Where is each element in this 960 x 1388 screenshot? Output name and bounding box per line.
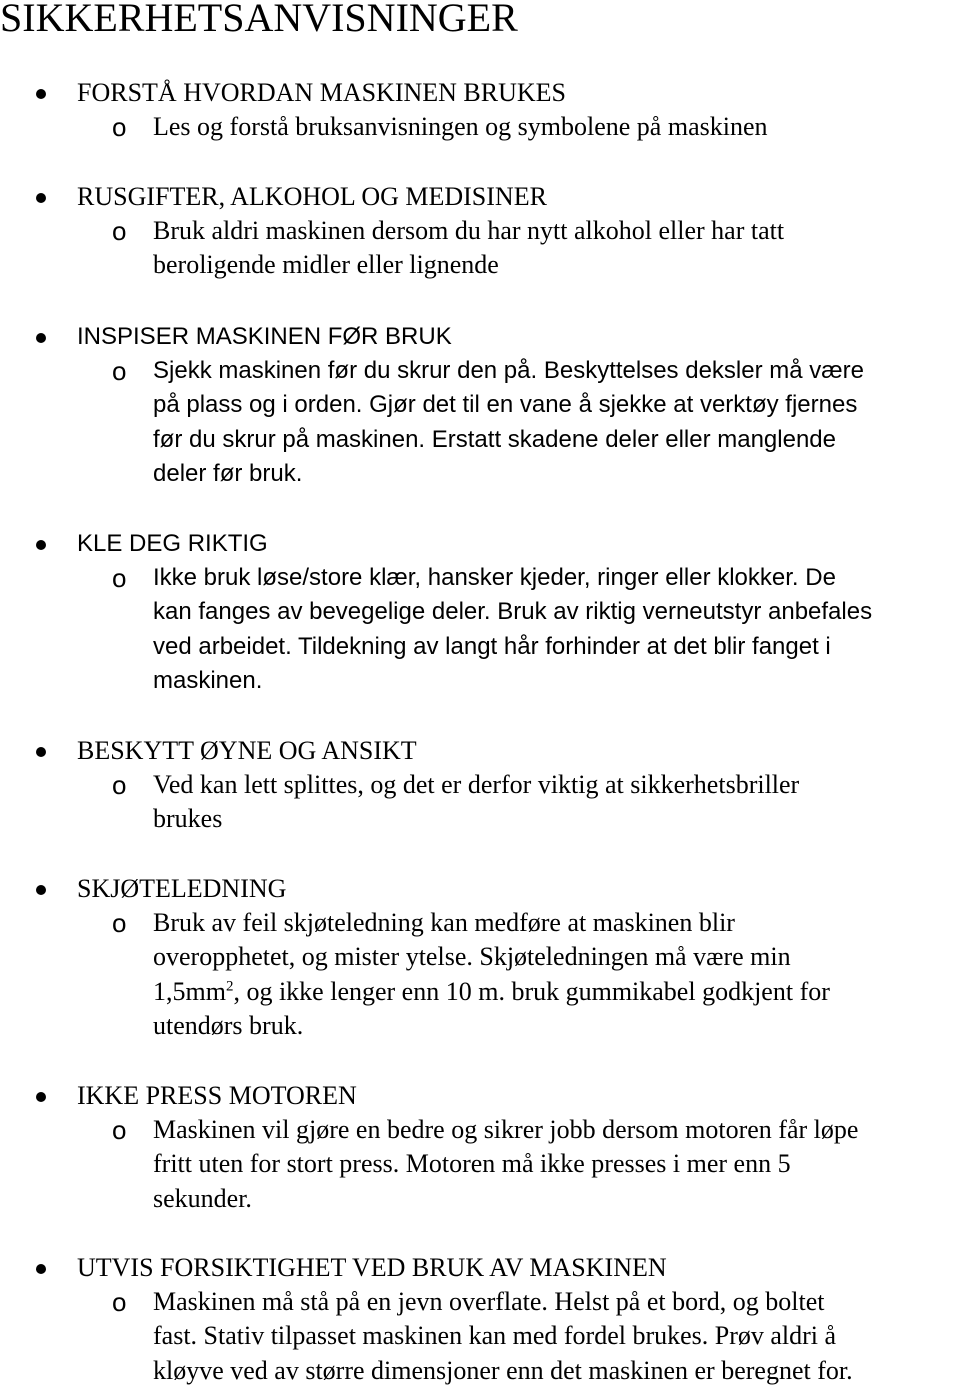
text-line: kløyve ved av større dimensjoner enn det maskinen er beregnet for. — [153, 1355, 853, 1385]
bullet-icon — [36, 540, 46, 550]
section-text — [153, 768, 958, 837]
section-heading: BESKYTT ØYNE OG ANSIKT — [77, 736, 417, 765]
text-line-with-superscript — [153, 975, 958, 1009]
text-line: deler før bruk. — [153, 460, 303, 488]
page-title: SIKKERHETSANVISNINGER — [0, 0, 518, 40]
section-heading: RUSGIFTER, ALKOHOL OG MEDISINER — [77, 182, 547, 211]
bullet-icon — [36, 193, 46, 203]
section-text — [153, 906, 958, 1044]
sub-bullet-marker: o — [112, 908, 127, 938]
text-line: kan fanges av bevegelige deler. Bruk av riktig verneutstyr anbefales — [153, 598, 873, 626]
text-line: ved arbeidet. Tildekning av langt hår forhinder at det blir fanget i — [153, 632, 831, 660]
section-heading: FORSTÅ HVORDAN MASKINEN BRUKES — [77, 78, 566, 107]
text-line: overopphetet, og mister ytelse. Skjøteledningen må være min — [153, 942, 791, 972]
text-line: før du skrur på maskinen. Erstatt skadene deler eller manglende — [153, 425, 837, 453]
sub-bullet-marker: o — [112, 563, 127, 593]
bullet-icon — [36, 1264, 46, 1274]
text-line: brukes — [153, 804, 223, 834]
section-text — [153, 354, 958, 492]
bullet-icon — [36, 885, 46, 895]
text-line: fritt uten for stort press. Motoren må ikke presses i mer enn 5 — [153, 1149, 791, 1179]
section-heading: KLE DEG RIKTIG — [77, 530, 268, 557]
text-fragment: , og ikke lenger enn 10 m. bruk gummikabel godkjent for — [233, 976, 830, 1006]
text-fragment: 1,5mm — [153, 976, 226, 1006]
text-line: Ikke bruk løse/store klær, hansker kjeder, ringer eller klokker. De — [153, 564, 836, 591]
text-line: Bruk av feil skjøteledning kan medføre at maskinen blir — [153, 908, 735, 937]
text-line: maskinen. — [153, 667, 263, 695]
text-line: utendørs bruk. — [153, 1011, 304, 1041]
text-line: Ved kan lett splittes, og det er derfor viktig at sikkerhetsbriller — [153, 770, 800, 799]
section-text — [153, 214, 958, 283]
text-line: Maskinen må stå på en jevn overflate. Helst på et bord, og boltet — [153, 1287, 825, 1316]
bullet-icon — [36, 89, 46, 99]
text-line: beroligende midler eller lignende — [153, 250, 499, 280]
section-text — [153, 1285, 958, 1388]
sub-bullet-marker: o — [112, 356, 127, 386]
text-line: Maskinen vil gjøre en bedre og sikrer jobb dersom motoren får løpe — [153, 1115, 859, 1144]
bullet-icon — [36, 1092, 46, 1102]
text-line: Les og forstå bruksanvisningen og symbolene på maskinen — [153, 112, 768, 141]
section-heading: UTVIS FORSIKTIGHET VED BRUK AV MASKINEN — [77, 1253, 667, 1282]
text-line: sekunder. — [153, 1183, 252, 1213]
text-line: fast. Stativ tilpasset maskinen kan med fordel brukes. Prøv aldri å — [153, 1321, 837, 1351]
sub-bullet-marker: o — [112, 216, 127, 246]
sub-bullet-marker: o — [112, 112, 127, 142]
sub-bullet-marker: o — [112, 1287, 127, 1317]
text-line: Sjekk maskinen før du skrur den på. Beskyttelses deksler må være — [153, 357, 864, 384]
section-text — [153, 561, 958, 699]
text-line: på plass og i orden. Gjør det til en vane å sjekke at verktøy fjernes — [153, 391, 858, 419]
superscript: 2 — [225, 978, 234, 995]
sub-bullet-marker: o — [112, 1115, 127, 1145]
bullet-icon — [36, 333, 46, 343]
section-heading: SKJØTELEDNING — [77, 874, 287, 903]
section-heading: IKKE PRESS MOTOREN — [77, 1081, 357, 1110]
section-text — [153, 1113, 958, 1216]
section-heading: INSPISER MASKINEN FØR BRUK — [77, 323, 452, 350]
sub-bullet-marker: o — [112, 770, 127, 800]
bullet-icon — [36, 747, 46, 757]
text-line: Bruk aldri maskinen dersom du har nytt alkohol eller har tatt — [153, 216, 785, 245]
section-text — [153, 110, 958, 144]
